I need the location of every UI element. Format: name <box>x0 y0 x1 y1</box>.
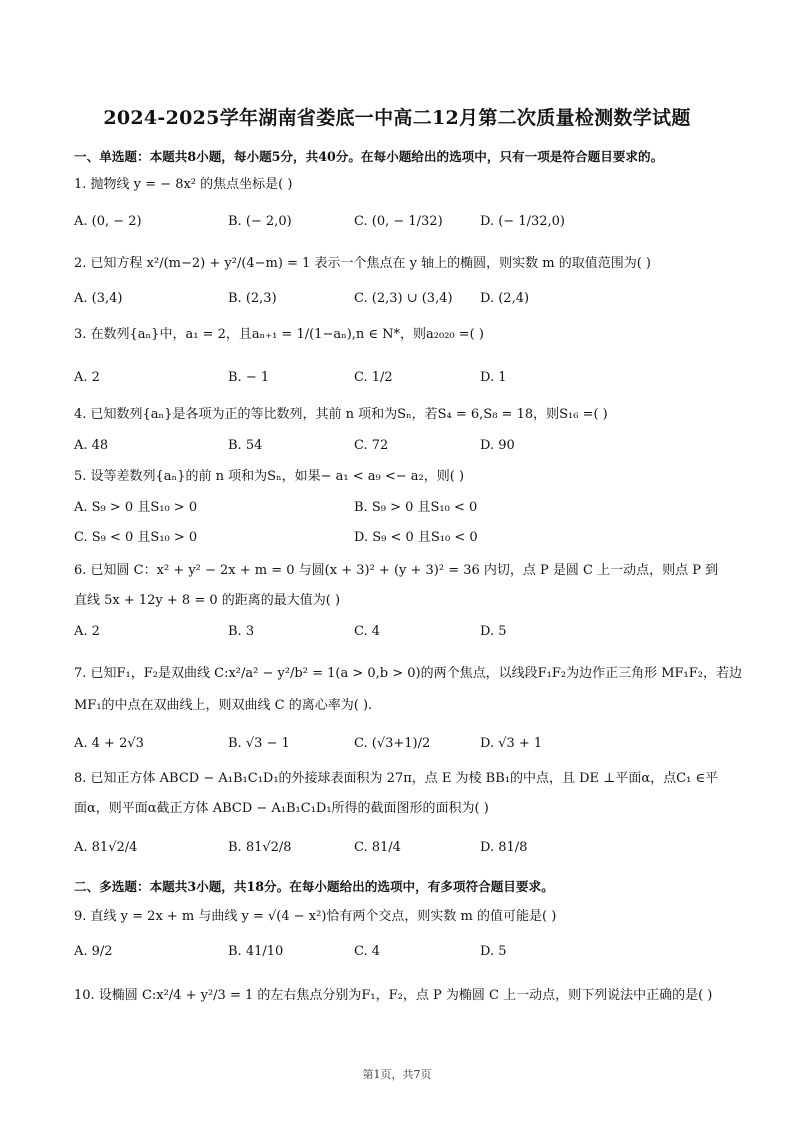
option-c: C. 4 <box>354 624 381 639</box>
option-a: A. (0, − 2) <box>74 214 142 229</box>
option-d: D. 81/8 <box>480 840 528 855</box>
option-d: D. 1 <box>480 370 507 385</box>
question-4-stem: 4. 已知数列{aₙ}是各项为正的等比数列，其前 n 项和为Sₙ，若S₄ = 6,S₈ = 18，则S₁₆ =( ) <box>74 407 608 422</box>
section-heading-multiple-choice: 二、多选题：本题共3小题，共18分。在每小题给出的选项中，有多项符合题目要求。 <box>74 879 554 894</box>
option-d: D. √3 + 1 <box>480 736 543 751</box>
question-10-stem: 10. 设椭圆 C:x²/4 + y²/3 = 1 的左右焦点分别为F₁，F₂，点 P 为椭圆 C 上一动点，则下列说法中正确的是( ) <box>74 988 713 1003</box>
option-c: C. (2,3) ∪ (3,4) <box>354 291 453 306</box>
option-b: B. 41/10 <box>228 944 284 959</box>
option-a: A. 81√2/4 <box>74 840 138 855</box>
option-a: A. (3,4) <box>74 291 123 306</box>
option-a: A. S₉ > 0 且S₁₀ > 0 <box>74 500 198 515</box>
option-b: B. S₉ > 0 且S₁₀ < 0 <box>354 500 478 515</box>
option-c: C. 1/2 <box>354 370 393 385</box>
option-b: B. − 1 <box>228 370 270 385</box>
option-a: A. 2 <box>74 370 100 385</box>
page-footer: 第1页，共7页 <box>362 1068 432 1081</box>
page-title: 2024-2025学年湖南省娄底一中高二12月第二次质量检测数学试题 <box>103 107 691 129</box>
option-c: C. 81/4 <box>354 840 401 855</box>
option-b: B. √3 − 1 <box>228 736 290 751</box>
option-d: D. 5 <box>480 624 507 639</box>
question-2-options <box>74 289 734 309</box>
question-7-options <box>74 734 734 754</box>
option-b: B. 81√2/8 <box>228 840 292 855</box>
option-c: C. (√3+1)/2 <box>354 736 431 751</box>
option-b: B. (2,3) <box>228 291 277 306</box>
question-6-stem-line-1: 6. 已知圆 C：x² + y² − 2x + m = 0 与圆(x + 3)² + (y + 3)² = 36 内切，点 P 是圆 C 上一动点，则点 P 到 <box>74 563 719 578</box>
question-3-options <box>74 368 734 388</box>
option-a: A. 9/2 <box>74 944 113 959</box>
option-b: B. 54 <box>228 438 263 453</box>
question-6-stem-line-2: 直线 5x + 12y + 8 = 0 的距离的最大值为( ) <box>74 593 341 608</box>
question-1-stem: 1. 抛物线 y = − 8x² 的焦点坐标是( ) <box>74 177 293 192</box>
option-c: C. 4 <box>354 944 381 959</box>
option-b: B. (− 2,0) <box>228 214 292 229</box>
question-5-options-row-1 <box>74 498 734 518</box>
option-c: C. S₉ < 0 且S₁₀ > 0 <box>74 530 198 545</box>
question-8-stem-line-2: 面α，则平面α截正方体 ABCD − A₁B₁C₁D₁所得的截面图形的面积为( ) <box>74 801 489 816</box>
question-7-stem-line-2: MF₁的中点在双曲线上，则双曲线 C 的离心率为( ). <box>74 698 373 713</box>
option-d: D. 90 <box>480 438 515 453</box>
question-6-options <box>74 622 734 642</box>
option-d: D. S₉ < 0 且S₁₀ < 0 <box>354 530 478 545</box>
option-a: A. 2 <box>74 624 100 639</box>
question-9-options <box>74 942 734 962</box>
option-c: C. (0, − 1/32) <box>354 214 443 229</box>
question-5-options-row-2 <box>74 528 734 548</box>
question-8-stem-line-1: 8. 已知正方体 ABCD − A₁B₁C₁D₁的外接球表面积为 27π，点 E 为棱 BB₁的中点，且 DE ⊥平面α，点C₁ ∈平 <box>74 771 719 786</box>
question-5-stem: 5. 设等差数列{aₙ}的前 n 项和为Sₙ，如果− a₁ < a₉ <− a₂，则( ) <box>74 469 465 484</box>
section-heading-single-choice: 一、单选题：本题共8小题，每小题5分，共40分。在每小题给出的选项中，只有一项是符合题目要求的。 <box>74 149 664 164</box>
question-3-stem: 3. 在数列{aₙ}中，a₁ = 2，且aₙ₊₁ = 1/(1−aₙ),n ∈ N*，则a₂₀₂₀ =( ) <box>74 327 484 342</box>
question-4-options <box>74 436 734 456</box>
question-2-stem: 2. 已知方程 x²/(m−2) + y²/(4−m) = 1 表示一个焦点在 y 轴上的椭圆，则实数 m 的取值范围为( ) <box>74 256 651 271</box>
option-d: D. (2,4) <box>480 291 530 306</box>
question-8-options <box>74 838 734 858</box>
option-c: C. 72 <box>354 438 389 453</box>
question-1-options <box>74 212 734 232</box>
option-b: B. 3 <box>228 624 255 639</box>
question-7-stem-line-1: 7. 已知F₁，F₂是双曲线 C:x²/a² − y²/b² = 1(a > 0,b > 0)的两个焦点，以线段F₁F₂为边作正三角形 MF₁F₂，若边 <box>74 666 742 681</box>
option-d: D. (− 1/32,0) <box>480 214 565 229</box>
option-d: D. 5 <box>480 944 507 959</box>
option-a: A. 48 <box>74 438 109 453</box>
question-9-stem: 9. 直线 y = 2x + m 与曲线 y = √(4 − x²)恰有两个交点，则实数 m 的值可能是( ) <box>74 909 557 924</box>
option-a: A. 4 + 2√3 <box>74 736 144 751</box>
